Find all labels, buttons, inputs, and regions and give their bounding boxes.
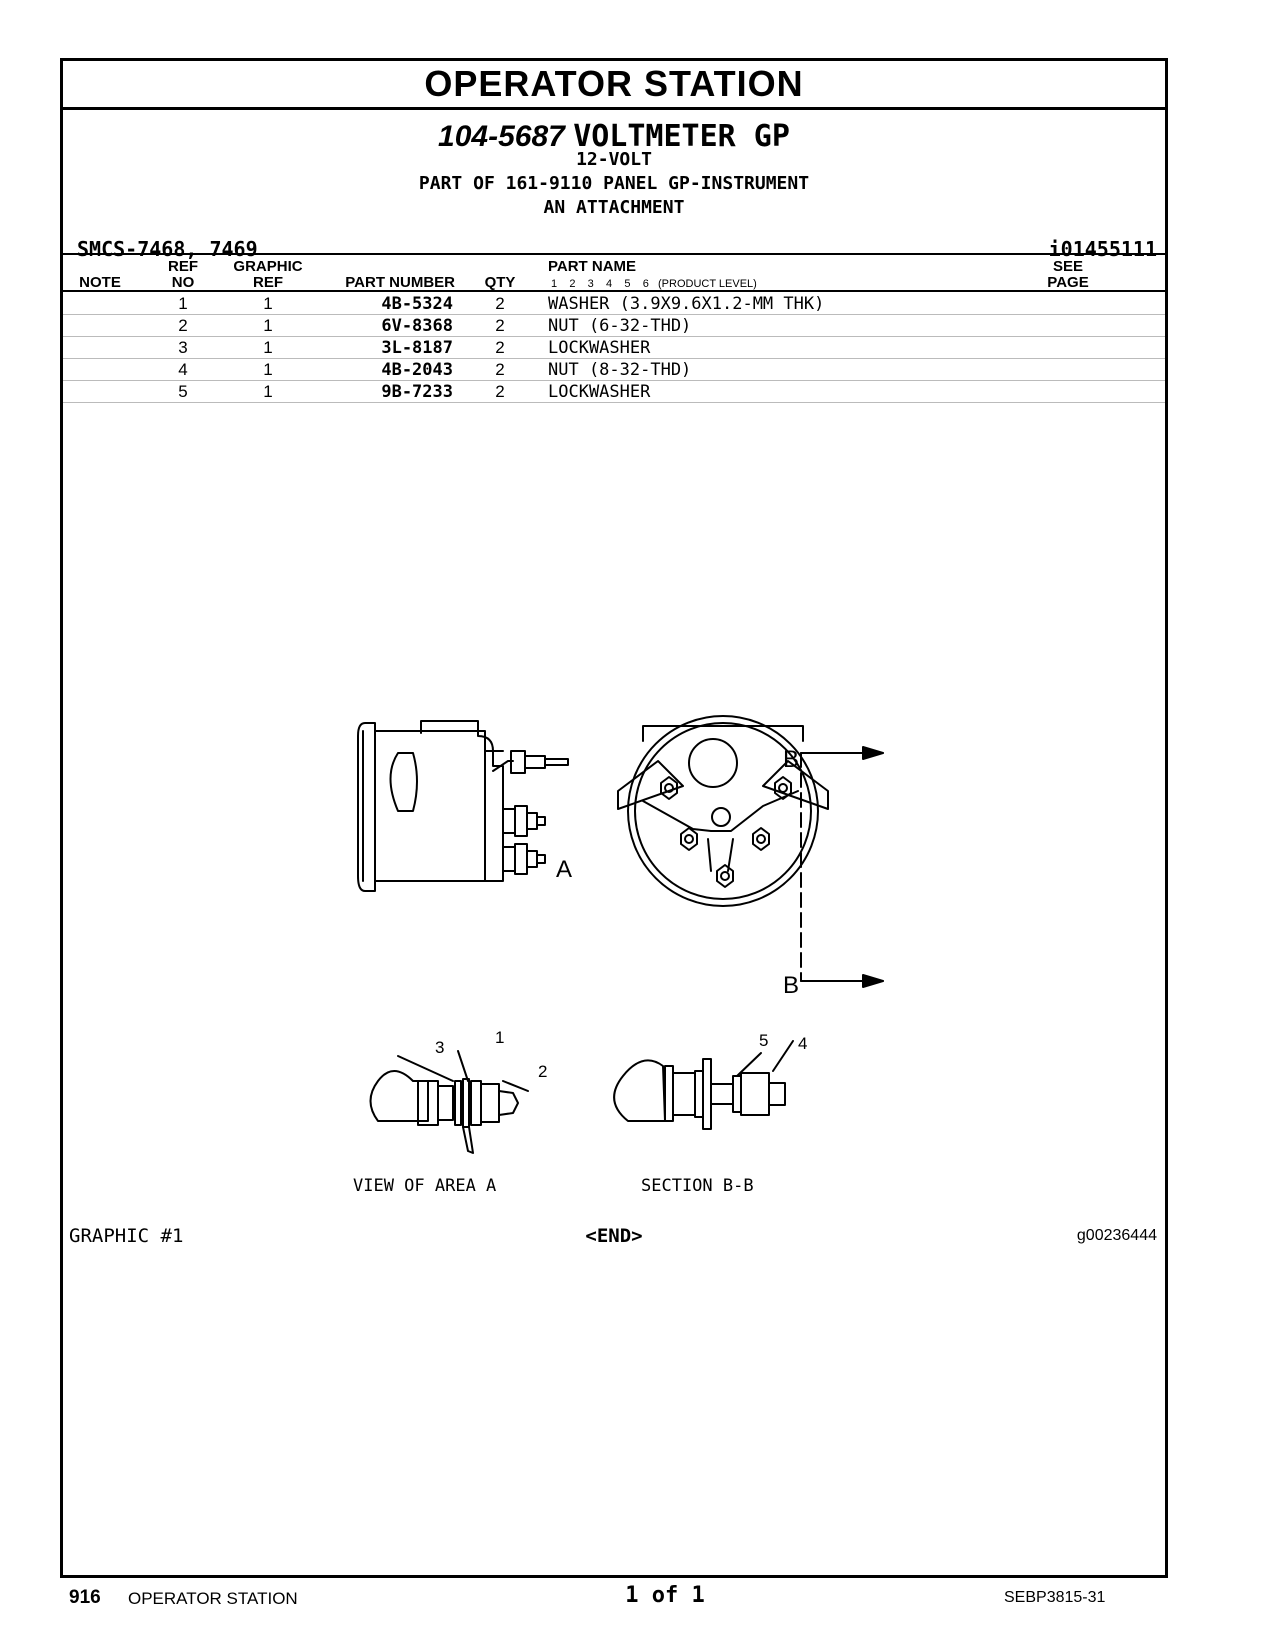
part-name: LOCKWASHER <box>548 382 651 402</box>
qty: 2 <box>495 382 505 401</box>
graphic-ref: 1 <box>263 338 273 357</box>
smcs-codes: SMCS-7468, 7469 <box>77 237 258 261</box>
graphic-ref: 1 <box>263 360 273 379</box>
part-name: LOCKWASHER <box>548 338 651 358</box>
callout-5: 5 <box>759 1031 769 1050</box>
subtitle-part-of: PART OF 161-9110 PANEL GP-INSTRUMENT <box>418 173 810 194</box>
col-part-name: PART NAME <box>548 258 637 275</box>
label-area-a: A <box>556 856 573 883</box>
section-b-b <box>614 1041 793 1129</box>
col-graphic <box>228 259 308 291</box>
info-id: i01455111 <box>1048 237 1157 261</box>
gauge-side-view <box>358 721 568 891</box>
table-row <box>63 358 1165 381</box>
callout-1: 1 <box>495 1028 505 1047</box>
ref-no: 1 <box>178 294 188 313</box>
col-graphic-line2: REF <box>253 274 283 291</box>
part-name: NUT (6-32-THD) <box>548 316 692 336</box>
callout-4: 4 <box>798 1034 808 1053</box>
table-row <box>63 336 1165 359</box>
end-marker: <END> <box>585 1225 643 1247</box>
graphic-label: GRAPHIC #1 <box>69 1225 184 1247</box>
col-ref <box>163 259 203 291</box>
part-number: 6V-8368 <box>381 316 453 336</box>
ref-no: 5 <box>178 382 188 401</box>
gauge-front-view <box>618 716 883 987</box>
qty: 2 <box>495 294 505 313</box>
qty: 2 <box>495 360 505 379</box>
page-of: 1 of 1 <box>625 1583 705 1608</box>
col-graphic-line1: GRAPHIC <box>233 258 303 275</box>
subtitle-voltage: 12-VOLT <box>576 149 652 170</box>
page-footer <box>0 1583 1275 1613</box>
table-row <box>63 380 1165 403</box>
graphic-id: g00236444 <box>1076 1227 1157 1244</box>
table-row <box>63 314 1165 337</box>
graphic-ref: 1 <box>263 294 273 313</box>
callout-2: 2 <box>538 1062 548 1081</box>
col-qty: QTY <box>484 274 516 291</box>
col-note: NOTE <box>79 274 121 291</box>
part-number: 9B-7233 <box>381 382 453 402</box>
col-ref-line2: NO <box>171 274 195 291</box>
col-ref-line1: REF <box>168 258 198 275</box>
doc-number: SEBP3815-31 <box>1004 1589 1106 1606</box>
page-frame <box>60 58 1168 1578</box>
col-product-level: 1 2 3 4 5 6 (PRODUCT LEVEL) <box>551 278 757 290</box>
part-number: 4B-5324 <box>381 294 453 314</box>
part-number: 3L-8187 <box>381 338 453 358</box>
part-name: WASHER (3.9X9.6X1.2-MM THK) <box>548 294 825 314</box>
ref-no: 3 <box>178 338 188 357</box>
page-number: 916 <box>69 1587 101 1608</box>
col-part-number: PART NUMBER <box>345 274 455 291</box>
qty: 2 <box>495 316 505 335</box>
col-see-page <box>1038 259 1098 291</box>
ref-no: 4 <box>178 360 188 379</box>
ref-no: 2 <box>178 316 188 335</box>
header-rule <box>63 253 1165 255</box>
section-b-b-label: SECTION B-B <box>641 1176 754 1196</box>
qty: 2 <box>495 338 505 357</box>
group-name: VOLTMETER GP <box>573 119 790 154</box>
subtitle-attachment: AN ATTACHMENT <box>543 197 685 218</box>
label-section-b-bottom: B <box>783 972 800 999</box>
table-row <box>63 292 1165 315</box>
group-part-number: 104-5687 <box>438 120 565 153</box>
graphic-ref: 1 <box>263 382 273 401</box>
part-name: NUT (8-32-THD) <box>548 360 692 380</box>
view-area-a <box>371 1051 529 1153</box>
voltmeter-illustration <box>343 681 903 1201</box>
footer-section: OPERATOR STATION <box>128 1589 298 1608</box>
col-see-line1: SEE <box>1052 258 1083 275</box>
section-title: OPERATOR STATION <box>424 63 804 104</box>
label-section-b-top: B <box>783 746 800 773</box>
col-see-line2: PAGE <box>1047 274 1089 291</box>
part-number: 4B-2043 <box>381 360 453 380</box>
graphic-ref: 1 <box>263 316 273 335</box>
section-title-bar <box>63 61 1165 110</box>
view-area-a-label: VIEW OF AREA A <box>353 1176 497 1196</box>
callout-3: 3 <box>435 1038 445 1057</box>
